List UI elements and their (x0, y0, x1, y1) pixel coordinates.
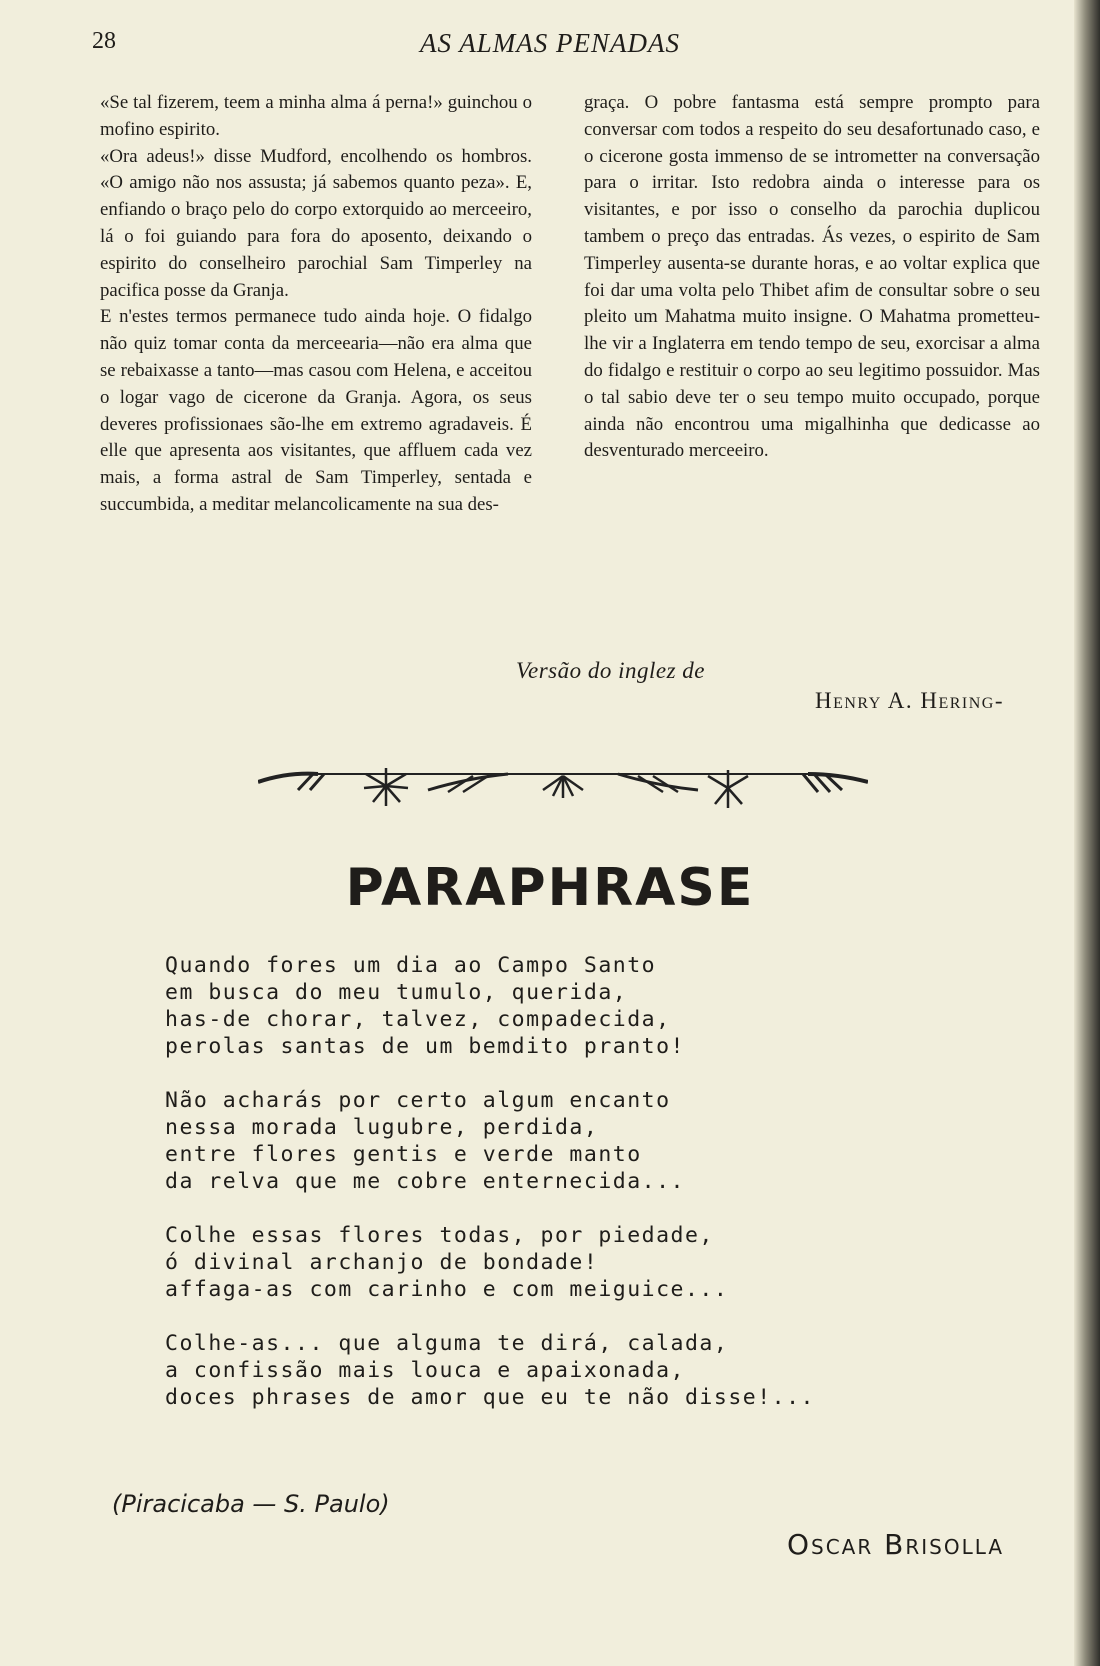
stanza (165, 1330, 945, 1411)
poem-line: affaga-as com carinho e com meiguice... (165, 1277, 729, 1302)
poem-line: Quando fores um dia ao Campo Santo (165, 953, 657, 978)
paragraph: graça. O pobre fantasma está sempre prompto para conversar com todos a respeito do seu desafortunado caso, e o cicerone gosta immenso de se intrometter na conversação para o irritar. Isto redobra ainda o interesse para os visitantes, e por isso o conselho da parochia duplicou tambem o preço das entradas. Ás vezes, o espirito de Sam Timperley ausenta-se durante horas, e ao voltar explica que foi dar uma volta pelo Thibet afim de consultar sobre o seu pleito um Mahatma muito insigne. O Mahatma prometteu-lhe vir a Inglaterra em tendo tempo de seu, exorcisar a alma do fidalgo e restituir o corpo ao seu legitimo possuidor. Mas o tal sabio deve ter o seu tempo muito occupado, porque ainda não encontrou uma migalhinha que dedicasse ao desventurado merceeiro. (584, 92, 1040, 462)
stanza (165, 952, 945, 1060)
poem-line: nessa morada lugubre, perdida, (165, 1115, 599, 1140)
decorative-divider (258, 764, 868, 810)
stanza (165, 1222, 945, 1303)
translation-credit: Versão do inglez de (516, 658, 706, 683)
paragraph: «Se tal fizerem, teem a minha alma á perna!» guinchou o mofino espirito. (100, 92, 532, 140)
translator-name: Henry A. Hering- (814, 688, 1004, 713)
poem-line: da relva que me cobre enternecida... (165, 1169, 685, 1194)
paragraph: «Ora adeus!» disse Mudford, encolhendo os hombros. «O amigo não nos assusta; já sabemos quanto peza». E, enfiando o braço pelo do corpo extorquido ao merceeiro, lá o foi guiando para fora do aposento, deixando o espirito do conselheiro parochial Sam Timperley na pacifica posse da Granja. (100, 145, 532, 301)
poem-line: ó divinal archanjo de bondade! (165, 1250, 599, 1275)
page-number: 28 (92, 28, 116, 54)
poem-line: perolas santas de um bemdito pranto! (165, 1034, 685, 1059)
left-column (100, 90, 532, 519)
poem-line: Colhe essas flores todas, por piedade, (165, 1223, 714, 1248)
poem-line: doces phrases de amor que eu te não disse!... (165, 1385, 815, 1410)
poem-line: entre flores gentis e verde manto (165, 1142, 642, 1167)
stanza (165, 1087, 945, 1195)
poem-line: has-de chorar, talvez, compadecida, (165, 1007, 671, 1032)
poem-line: Colhe-as... que alguma te dirá, calada, (165, 1331, 729, 1356)
page-binding-shadow (1074, 0, 1100, 1666)
poem-title: PARAPHRASE (345, 858, 755, 918)
paragraph: E n'estes termos permanece tudo ainda hoje. O fidalgo não quiz tomar conta da merceearia—não era alma que se rebaixasse a tanto—mas casou com Helena, e acceitou o logar vago de cicerone da Granja. Agora, os seus deveres profissionaes são-lhe em extremo agradaveis. É elle que apresenta aos visitantes, que affluem cada vez mais, a forma astral de Sam Timperley, sentada e succumbida, a meditar melancolicamente na sua des- (100, 306, 532, 515)
poem-body (165, 952, 945, 1438)
poem-author: Oscar Brisolla (786, 1528, 1004, 1561)
poem-line: Não acharás por certo algum encanto (165, 1088, 671, 1113)
poem-place: (Piracicaba — S. Paulo) (112, 1490, 390, 1518)
poem-line: em busca do meu tumulo, querida, (165, 980, 628, 1005)
poem-line: a confissão mais louca e apaixonada, (165, 1358, 685, 1383)
running-title: AS ALMAS PENADAS (420, 28, 680, 58)
right-column (584, 90, 1040, 465)
